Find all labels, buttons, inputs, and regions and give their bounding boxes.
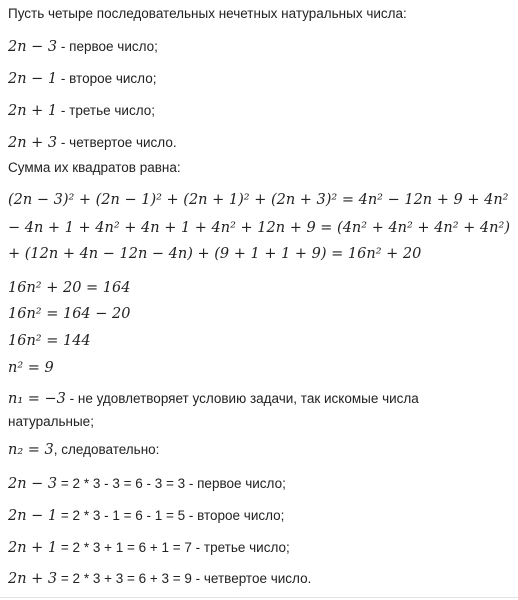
equation-line-3: + (12n + 4n − 12n − 4n) + (9 + 1 + 1 + 9) = 16n² + 20 <box>8 246 422 262</box>
def-first-text: - первое число; <box>57 39 158 54</box>
n2-expr: n₂ = 3 <box>8 442 54 458</box>
result-first-expr: 2n − 3 <box>8 476 58 492</box>
n1-expr: n₁ = −3 <box>8 391 66 407</box>
step-2: 16n² = 164 − 20 <box>8 306 131 322</box>
def-fourth-expr: 2n + 3 <box>8 135 58 151</box>
result-first-text: = 2 * 3 - 3 = 6 - 3 = 3 - первое число; <box>57 476 286 491</box>
def-second-text: - второе число; <box>57 71 157 86</box>
result-second-text: = 2 * 3 - 1 = 6 - 1 = 5 - второе число; <box>57 508 285 523</box>
def-third-text: - третье число; <box>57 103 156 118</box>
def-fourth-text: - четвертое число. <box>57 135 177 150</box>
n1-continuation: натуральные; <box>8 414 94 429</box>
result-third <box>8 539 290 557</box>
intro-text: Пусть четыре последовательных нечетных натуральных числа: <box>8 6 407 21</box>
equation-line-2: − 4n + 1 + 4n² + 4n + 1 + 4n² + 12n + 9 = (4n² + 4n² + 4n² + 4n²) <box>8 220 510 236</box>
bottom-divider <box>0 597 518 598</box>
result-fourth-expr: 2n + 3 <box>8 571 58 587</box>
step-4: n² = 9 <box>8 360 54 376</box>
result-second <box>8 507 284 525</box>
result-fourth <box>8 570 311 588</box>
def-second <box>8 70 156 88</box>
n2-text: , следовательно: <box>53 442 160 457</box>
n2-line <box>8 441 159 459</box>
result-first <box>8 475 286 493</box>
step-3: 16n² = 144 <box>8 333 91 349</box>
result-second-expr: 2n − 1 <box>8 508 58 524</box>
n1-line <box>8 390 419 408</box>
n1-text: - не удовлетворяет условию задачи, так искомые числа <box>65 391 419 406</box>
def-second-expr: 2n − 1 <box>8 71 58 87</box>
def-fourth <box>8 134 177 152</box>
def-first-expr: 2n − 3 <box>8 39 58 55</box>
def-first <box>8 38 158 56</box>
step-1: 16n² + 20 = 164 <box>8 280 131 296</box>
equation-line-1: (2n − 3)² + (2n − 1)² + (2n + 1)² + (2n + 3)² = 4n² − 12n + 9 + 4n² <box>8 192 509 208</box>
result-fourth-text: = 2 * 3 + 3 = 6 + 3 = 9 - четвертое число. <box>57 571 312 586</box>
result-third-text: = 2 * 3 + 1 = 6 + 1 = 7 - третье число; <box>57 540 290 555</box>
def-third-expr: 2n + 1 <box>8 103 58 119</box>
def-third <box>8 102 155 120</box>
result-third-expr: 2n + 1 <box>8 540 58 556</box>
sum-label: Сумма их квадратов равна: <box>8 160 181 175</box>
